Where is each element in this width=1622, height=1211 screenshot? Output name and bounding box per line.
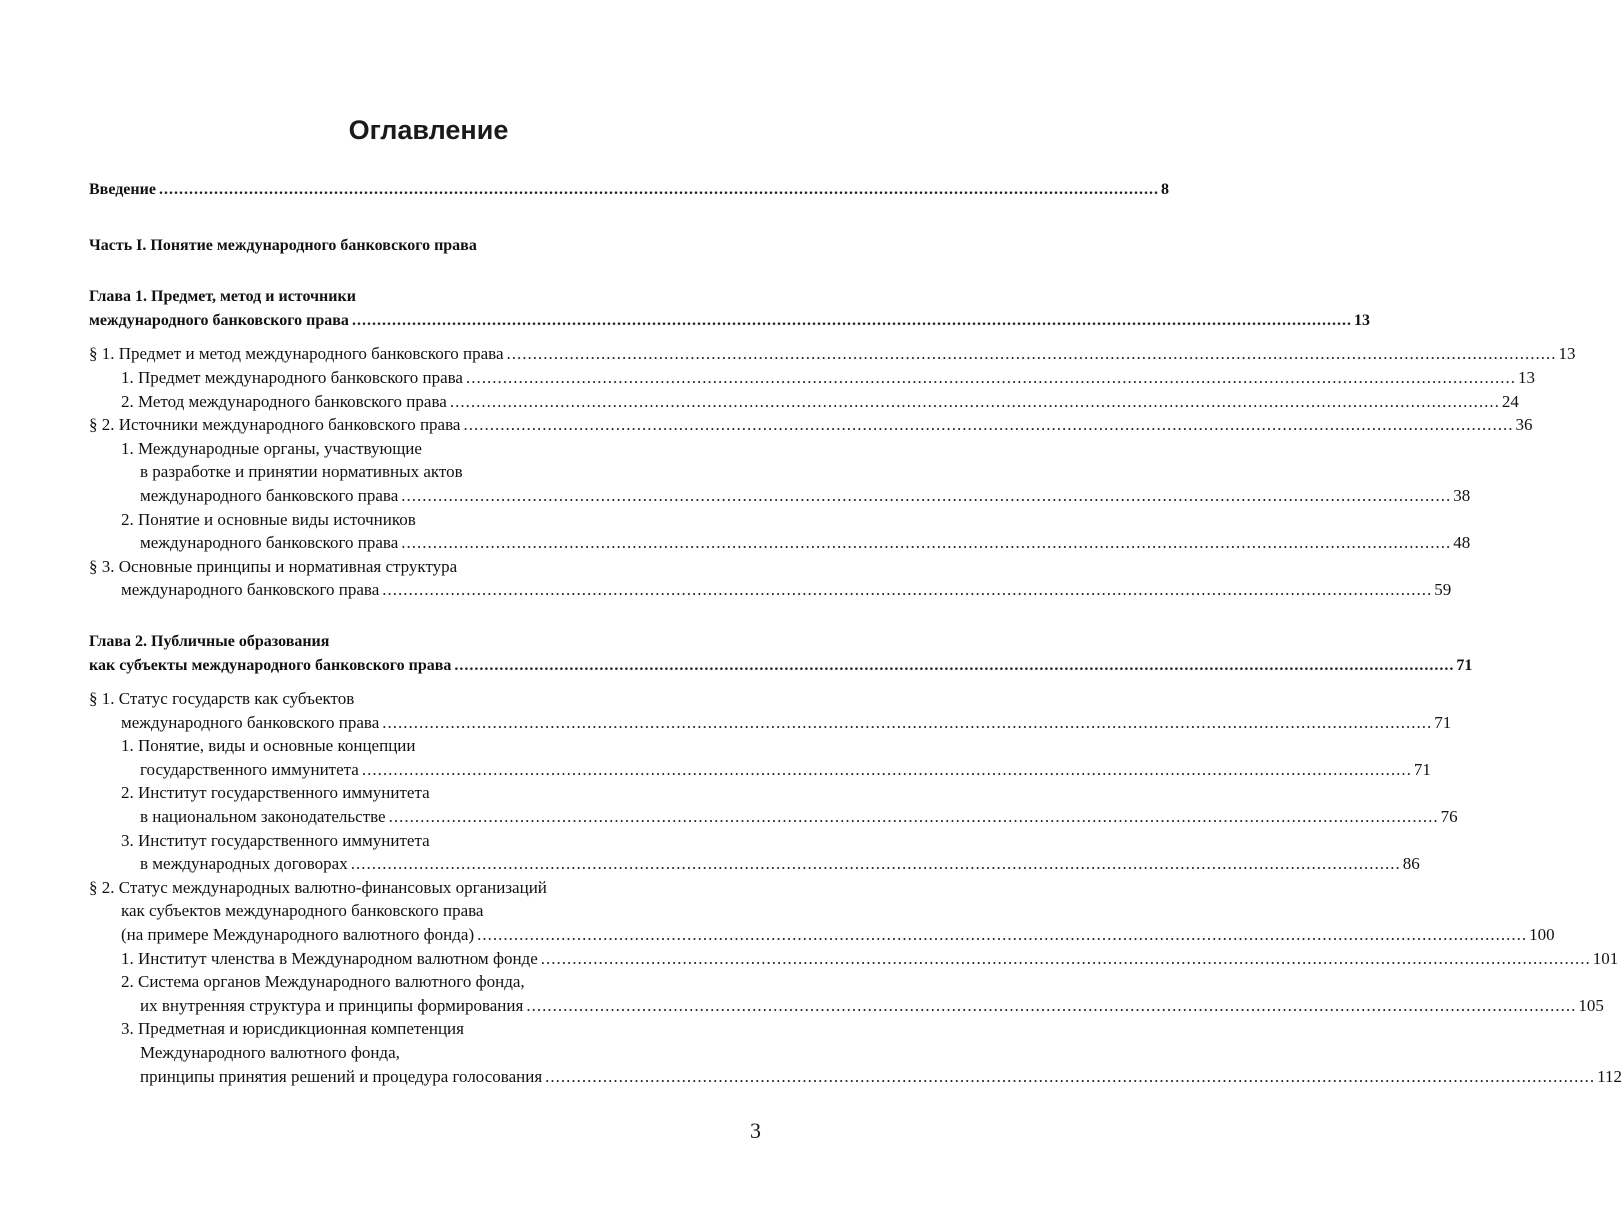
toc-page-number: 13: [1558, 344, 1576, 364]
toc-entry-text: международного банковского права: [140, 533, 399, 553]
toc-page-number: 112: [1597, 1066, 1622, 1086]
dot-leader: ........................................................................................................................................................................................................: [382, 580, 1433, 600]
toc-entry-text: 3. Предметная и юрисдикционная компетенция: [121, 1019, 464, 1039]
toc-chapter-heading: Глава 2. Публичные образования: [89, 632, 330, 650]
dot-leader: ........................................................................................................................................................................................................: [401, 485, 1452, 505]
toc-entry-text: § 3. Основные принципы и нормативная структура: [89, 556, 458, 576]
toc-entry-text: 1. Международные органы, участвующие: [121, 438, 422, 458]
toc-entry-text: международного банковского права: [89, 311, 349, 329]
toc-entry-text: международного банковского права: [121, 580, 380, 600]
toc-entry-text: международного банковского права: [140, 485, 399, 505]
toc-page-number: 38: [1453, 485, 1471, 505]
toc-entry-text: их внутренняя структура и принципы формирования: [140, 995, 524, 1015]
toc-entry-subsection[interactable]: [89, 805, 1458, 829]
dot-leader: ........................................................................................................................................................................................................: [401, 533, 1452, 553]
toc-entry-subsection[interactable]: [89, 484, 1471, 508]
toc-page-number: 105: [1578, 995, 1604, 1015]
toc-entry-text: 2. Метод международного банковского права: [121, 391, 447, 411]
dot-leader: ........................................................................................................................................................................................................: [477, 925, 1528, 945]
toc-entry-text: 2. Понятие и основные виды источников: [121, 509, 416, 529]
toc-page-number: 13: [1517, 367, 1535, 387]
toc-entry-text: § 2. Статус международных валютно-финансовых организаций: [89, 877, 547, 897]
dot-leader: ........................................................................................................................................................................................................: [351, 311, 1352, 329]
toc-entry-section[interactable]: [89, 342, 1576, 366]
toc-page-number: 48: [1453, 533, 1471, 553]
toc-entry-text: в разработке и принятии нормативных актов: [140, 462, 463, 482]
toc-entry-text: в национальном законодательстве: [140, 807, 386, 827]
toc-entry-subsection[interactable]: [89, 531, 1471, 555]
toc-page-number: 86: [1402, 854, 1420, 874]
toc-entry-intro[interactable]: [89, 178, 1169, 202]
toc-entry-text: принципы принятия решений и процедура голосования: [140, 1066, 543, 1086]
toc-entry-text: международного банковского права: [121, 712, 380, 732]
toc-entry-text: Введение: [89, 181, 156, 198]
toc-page-number: 76: [1440, 807, 1458, 827]
toc-page-number: 36: [1515, 415, 1533, 435]
toc-chapter-heading: Глава 1. Предмет, метод и источники: [89, 288, 356, 306]
toc-entry-text: в международных договорах: [140, 854, 348, 874]
toc-entry-section[interactable]: [89, 413, 1533, 437]
dot-leader: ........................................................................................................................................................................................................: [382, 712, 1433, 732]
toc-entry-text: как субъекты международного банковского права: [89, 656, 452, 674]
toc-page-number: 8: [1160, 181, 1169, 198]
toc-entry-subsection[interactable]: [89, 994, 1604, 1018]
dot-leader: ........................................................................................................................................................................................................: [388, 807, 1439, 827]
toc-entry-section[interactable]: [89, 923, 1555, 947]
toc-entry-section[interactable]: [89, 711, 1452, 735]
toc-page-number: 71: [1413, 759, 1431, 779]
toc-entry-text: 1. Понятие, виды и основные концепции: [121, 736, 416, 756]
toc-entry-chapter-2[interactable]: [89, 654, 1473, 678]
toc-entry-subsection[interactable]: [89, 1065, 1622, 1089]
toc-entry-text: 2. Система органов Международного валютного фонда,: [121, 972, 525, 992]
dot-leader: ........................................................................................................................................................................................................: [454, 656, 1455, 674]
dot-leader: ........................................................................................................................................................................................................: [361, 759, 1412, 779]
toc-entry-text: 1. Институт членства в Международном валютном фонде: [121, 948, 538, 968]
dot-leader: ........................................................................................................................................................................................................: [506, 344, 1557, 364]
page-title: Оглавление: [348, 115, 509, 145]
dot-leader: ........................................................................................................................................................................................................: [350, 854, 1401, 874]
dot-leader: ........................................................................................................................................................................................................: [158, 181, 1159, 198]
page-number: 3: [750, 1118, 761, 1143]
toc-page-number: 71: [1434, 712, 1452, 732]
dot-leader: ........................................................................................................................................................................................................: [526, 995, 1577, 1015]
toc-entry-subsection[interactable]: [89, 366, 1535, 390]
dot-leader: ........................................................................................................................................................................................................: [465, 367, 1516, 387]
toc-entry-subsection[interactable]: [89, 947, 1619, 971]
toc-entry-text: § 1. Статус государств как субъектов: [89, 689, 355, 709]
toc-part-heading: Часть I. Понятие международного банковского права: [89, 236, 477, 254]
toc-entry-text: (на примере Международного валютного фонда): [121, 925, 475, 945]
toc-entry-text: как субъектов международного банковского права: [121, 901, 484, 921]
toc-page-number: 59: [1434, 580, 1452, 600]
toc-page-number: 101: [1592, 948, 1619, 968]
dot-leader: ........................................................................................................................................................................................................: [449, 391, 1500, 411]
toc-entry-text: 2. Институт государственного иммунитета: [121, 783, 430, 803]
dot-leader: ........................................................................................................................................................................................................: [540, 948, 1591, 968]
toc-entry-section[interactable]: [89, 578, 1452, 602]
toc-entry-text: Международного валютного фонда,: [140, 1043, 400, 1062]
toc-page-number: 24: [1501, 391, 1519, 411]
toc-entry-chapter-1[interactable]: [89, 309, 1370, 333]
toc-entry-subsection[interactable]: [89, 390, 1519, 414]
toc-entry-text: § 2. Источники международного банковского права: [89, 415, 461, 435]
toc-entry-text: 3. Институт государственного иммунитета: [121, 830, 430, 850]
toc-page-number: 100: [1529, 925, 1555, 945]
toc-entry-subsection[interactable]: [89, 758, 1431, 782]
toc-page-number: 71: [1456, 656, 1473, 674]
toc-entry-text: 1. Предмет международного банковского права: [121, 367, 463, 387]
dot-leader: ........................................................................................................................................................................................................: [545, 1066, 1596, 1086]
dot-leader: ........................................................................................................................................................................................................: [463, 415, 1514, 435]
toc-page-number: 13: [1353, 311, 1370, 329]
table-of-contents: [89, 178, 1622, 1088]
toc-entry-text: государственного иммунитета: [140, 759, 359, 779]
toc-entry-text: § 1. Предмет и метод международного банковского права: [89, 344, 504, 364]
toc-entry-subsection[interactable]: [89, 852, 1420, 876]
